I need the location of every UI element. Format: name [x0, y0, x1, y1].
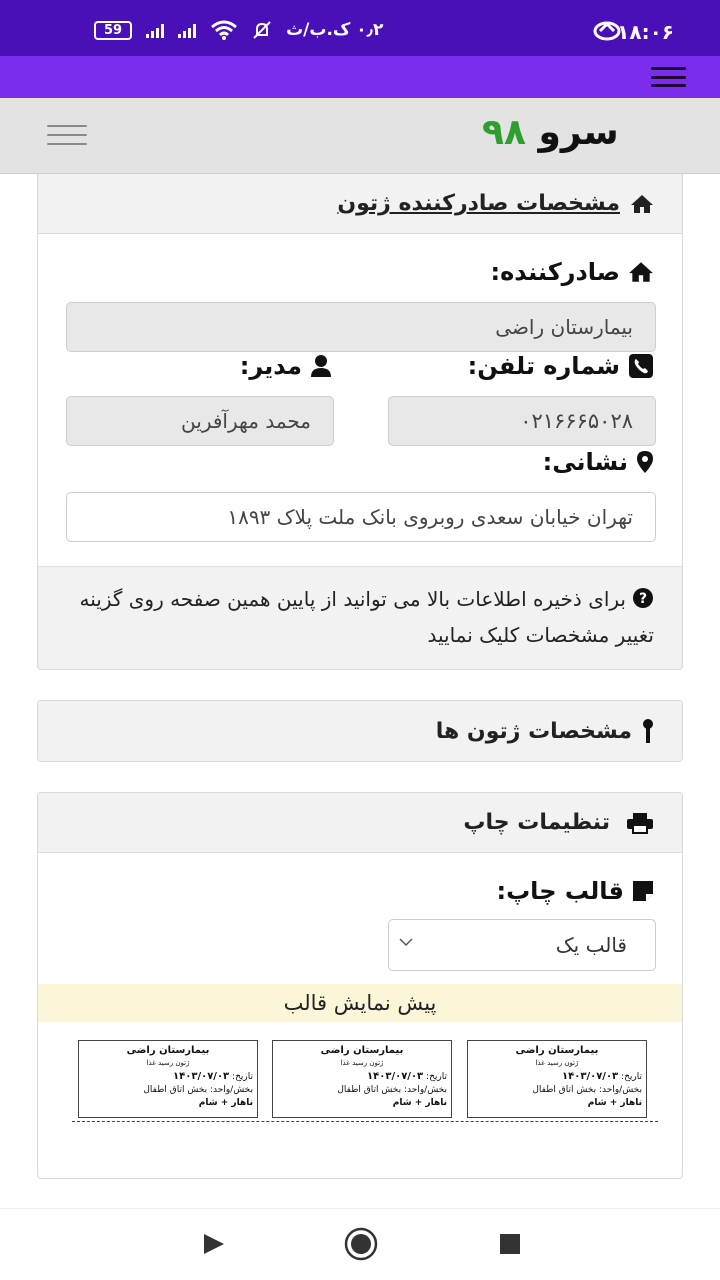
clock: ۱۸:۰۶ — [617, 20, 674, 44]
signal-icon — [146, 22, 164, 38]
ticket-card — [467, 1040, 647, 1118]
ticket-subtitle: ژتون رسید غذا — [535, 1059, 579, 1067]
back-icon[interactable] — [202, 1231, 226, 1257]
ticket-card — [78, 1040, 258, 1118]
ticket-date: تاریخ: ۱۴۰۳/۰۷/۰۳ — [367, 1071, 447, 1082]
note-icon — [632, 880, 654, 902]
cut-line — [72, 1121, 658, 1122]
navigation-bar — [0, 1208, 720, 1280]
ticket-ward: بخش/واحد: بخش اتاق اطفال — [337, 1085, 447, 1095]
chevron-down-icon — [399, 937, 413, 947]
site-header — [0, 98, 720, 174]
manager-field[interactable]: محمد مهرآفرین — [66, 396, 334, 446]
ticket-date: تاریخ: ۱۴۰۳/۰۷/۰۳ — [562, 1071, 642, 1082]
app-bar — [0, 56, 720, 98]
wifi-icon — [210, 20, 238, 40]
ticket-date: تاریخ: ۱۴۰۳/۰۷/۰۳ — [173, 1071, 253, 1082]
ticket-name: بیمارستان راضی — [515, 1045, 599, 1056]
phone-field[interactable]: ۰۲۱۶۶۶۵۰۲۸ — [388, 396, 656, 446]
issuer-label: صادرکننده: — [490, 258, 654, 286]
home-icon[interactable] — [344, 1227, 378, 1261]
print-panel — [37, 792, 683, 1179]
svg-text:?: ? — [638, 591, 648, 607]
issuer-panel — [37, 174, 683, 670]
location-pin-icon — [636, 450, 654, 474]
ticket-card — [272, 1040, 452, 1118]
logo[interactable]: سرو ۹۸ — [482, 112, 619, 153]
mute-icon — [252, 20, 272, 40]
address-label: نشانی: — [543, 448, 654, 476]
ticket-ward: بخش/واحد: بخش اتاق اطفال — [532, 1085, 642, 1095]
address-field[interactable]: تهران خیابان سعدی روبروی بانک ملت پلاک ۱۸۹۳ — [66, 492, 656, 542]
sync-icon — [592, 20, 622, 42]
ticket-name: بیمارستان راضی — [126, 1045, 210, 1056]
issuer-panel-header — [38, 174, 682, 234]
template-select[interactable] — [388, 919, 656, 971]
ticket-subtitle: ژتون رسید غذا — [146, 1059, 190, 1067]
template-select-value: قالب یک — [555, 933, 627, 957]
save-hint: ? برای ذخیره اطلاعات بالا می توانید از پایین همین صفحه روی گزینه تغییر مشخصات کلیک نمایید — [38, 566, 682, 670]
network-speed: ۰٫۲ ک.ب/ث — [286, 20, 384, 40]
menu-icon[interactable] — [651, 67, 686, 87]
manager-label: مدیر: — [240, 352, 332, 380]
ticket-subtitle: ژتون رسید غذا — [340, 1059, 384, 1067]
recents-icon[interactable] — [499, 1233, 521, 1255]
tokens-panel-header[interactable]: مشخصات ژتون ها — [38, 701, 682, 761]
pin-icon — [642, 718, 654, 744]
phone-icon — [628, 353, 654, 379]
issuer-field[interactable]: بیمارستان راضی — [66, 302, 656, 352]
tokens-panel[interactable] — [37, 700, 683, 762]
site-menu-icon[interactable] — [47, 125, 87, 145]
ticket-meal: ناهار + شام — [198, 1098, 253, 1108]
status-bar — [0, 0, 720, 56]
question-icon — [632, 587, 654, 609]
status-left-group — [94, 20, 383, 40]
ticket-name: بیمارستان راضی — [320, 1045, 404, 1056]
printer-icon — [626, 812, 654, 834]
user-icon — [310, 354, 332, 378]
phone-label: شماره تلفن: — [468, 352, 654, 380]
issuer-panel-title: مشخصات صادرکننده ژتون — [337, 191, 620, 216]
ticket-meal: ناهار + شام — [587, 1098, 642, 1108]
print-panel-header: تنظیمات چاپ — [38, 793, 682, 853]
battery-icon: 59 — [94, 21, 132, 40]
signal-icon-2 — [178, 22, 196, 38]
template-label: قالب چاپ: — [496, 877, 654, 905]
ticket-ward: بخش/واحد: بخش اتاق اطفال — [143, 1085, 253, 1095]
home-icon — [630, 194, 654, 214]
preview-title: پیش نمایش قالب — [38, 984, 682, 1022]
ticket-meal: ناهار + شام — [392, 1098, 447, 1108]
home-icon — [628, 261, 654, 283]
